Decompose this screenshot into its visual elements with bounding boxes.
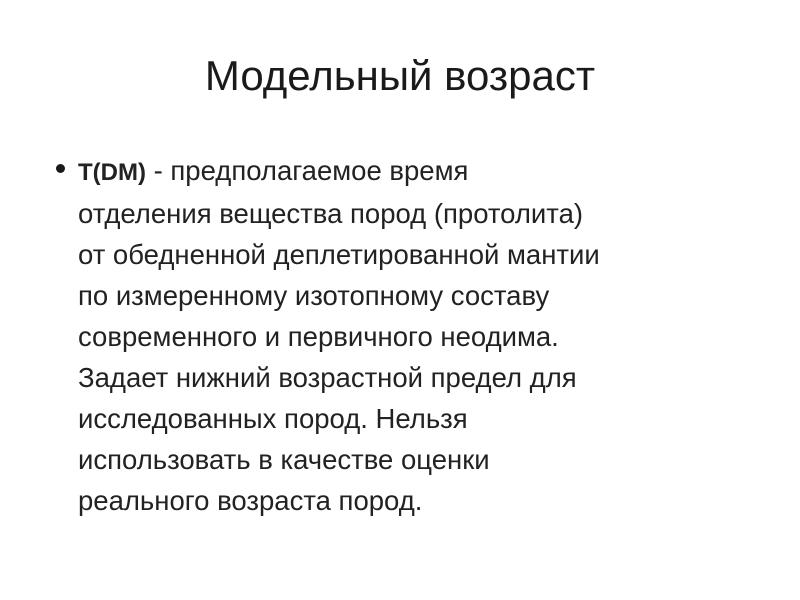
bullet-line-4: по измеренному изотопному составу	[78, 280, 550, 311]
bullet-item	[56, 150, 756, 521]
bullet-line-2: отделения вещества пород (протолита)	[78, 198, 584, 229]
bullet-line-5: современного и первичного неодима.	[78, 321, 559, 352]
bullet-line-9: реального возраста пород.	[78, 485, 423, 516]
bullet-line-7: исследованных пород. Нельзя	[78, 403, 468, 434]
bullet-line-1: - предполагаемое время	[145, 155, 469, 186]
bullet-line-8: использовать в качестве оценки	[78, 444, 490, 475]
bullet-term: T(DM)	[78, 159, 146, 186]
bullet-line-3: от обедненной деплетированной мантии	[78, 239, 600, 270]
slide-title: Модельный возраст	[204, 52, 596, 99]
bullet-text	[78, 150, 756, 521]
bullet-dot-icon	[56, 164, 65, 173]
bullet-line-6: Задает нижний возрастной предел для	[78, 362, 577, 393]
